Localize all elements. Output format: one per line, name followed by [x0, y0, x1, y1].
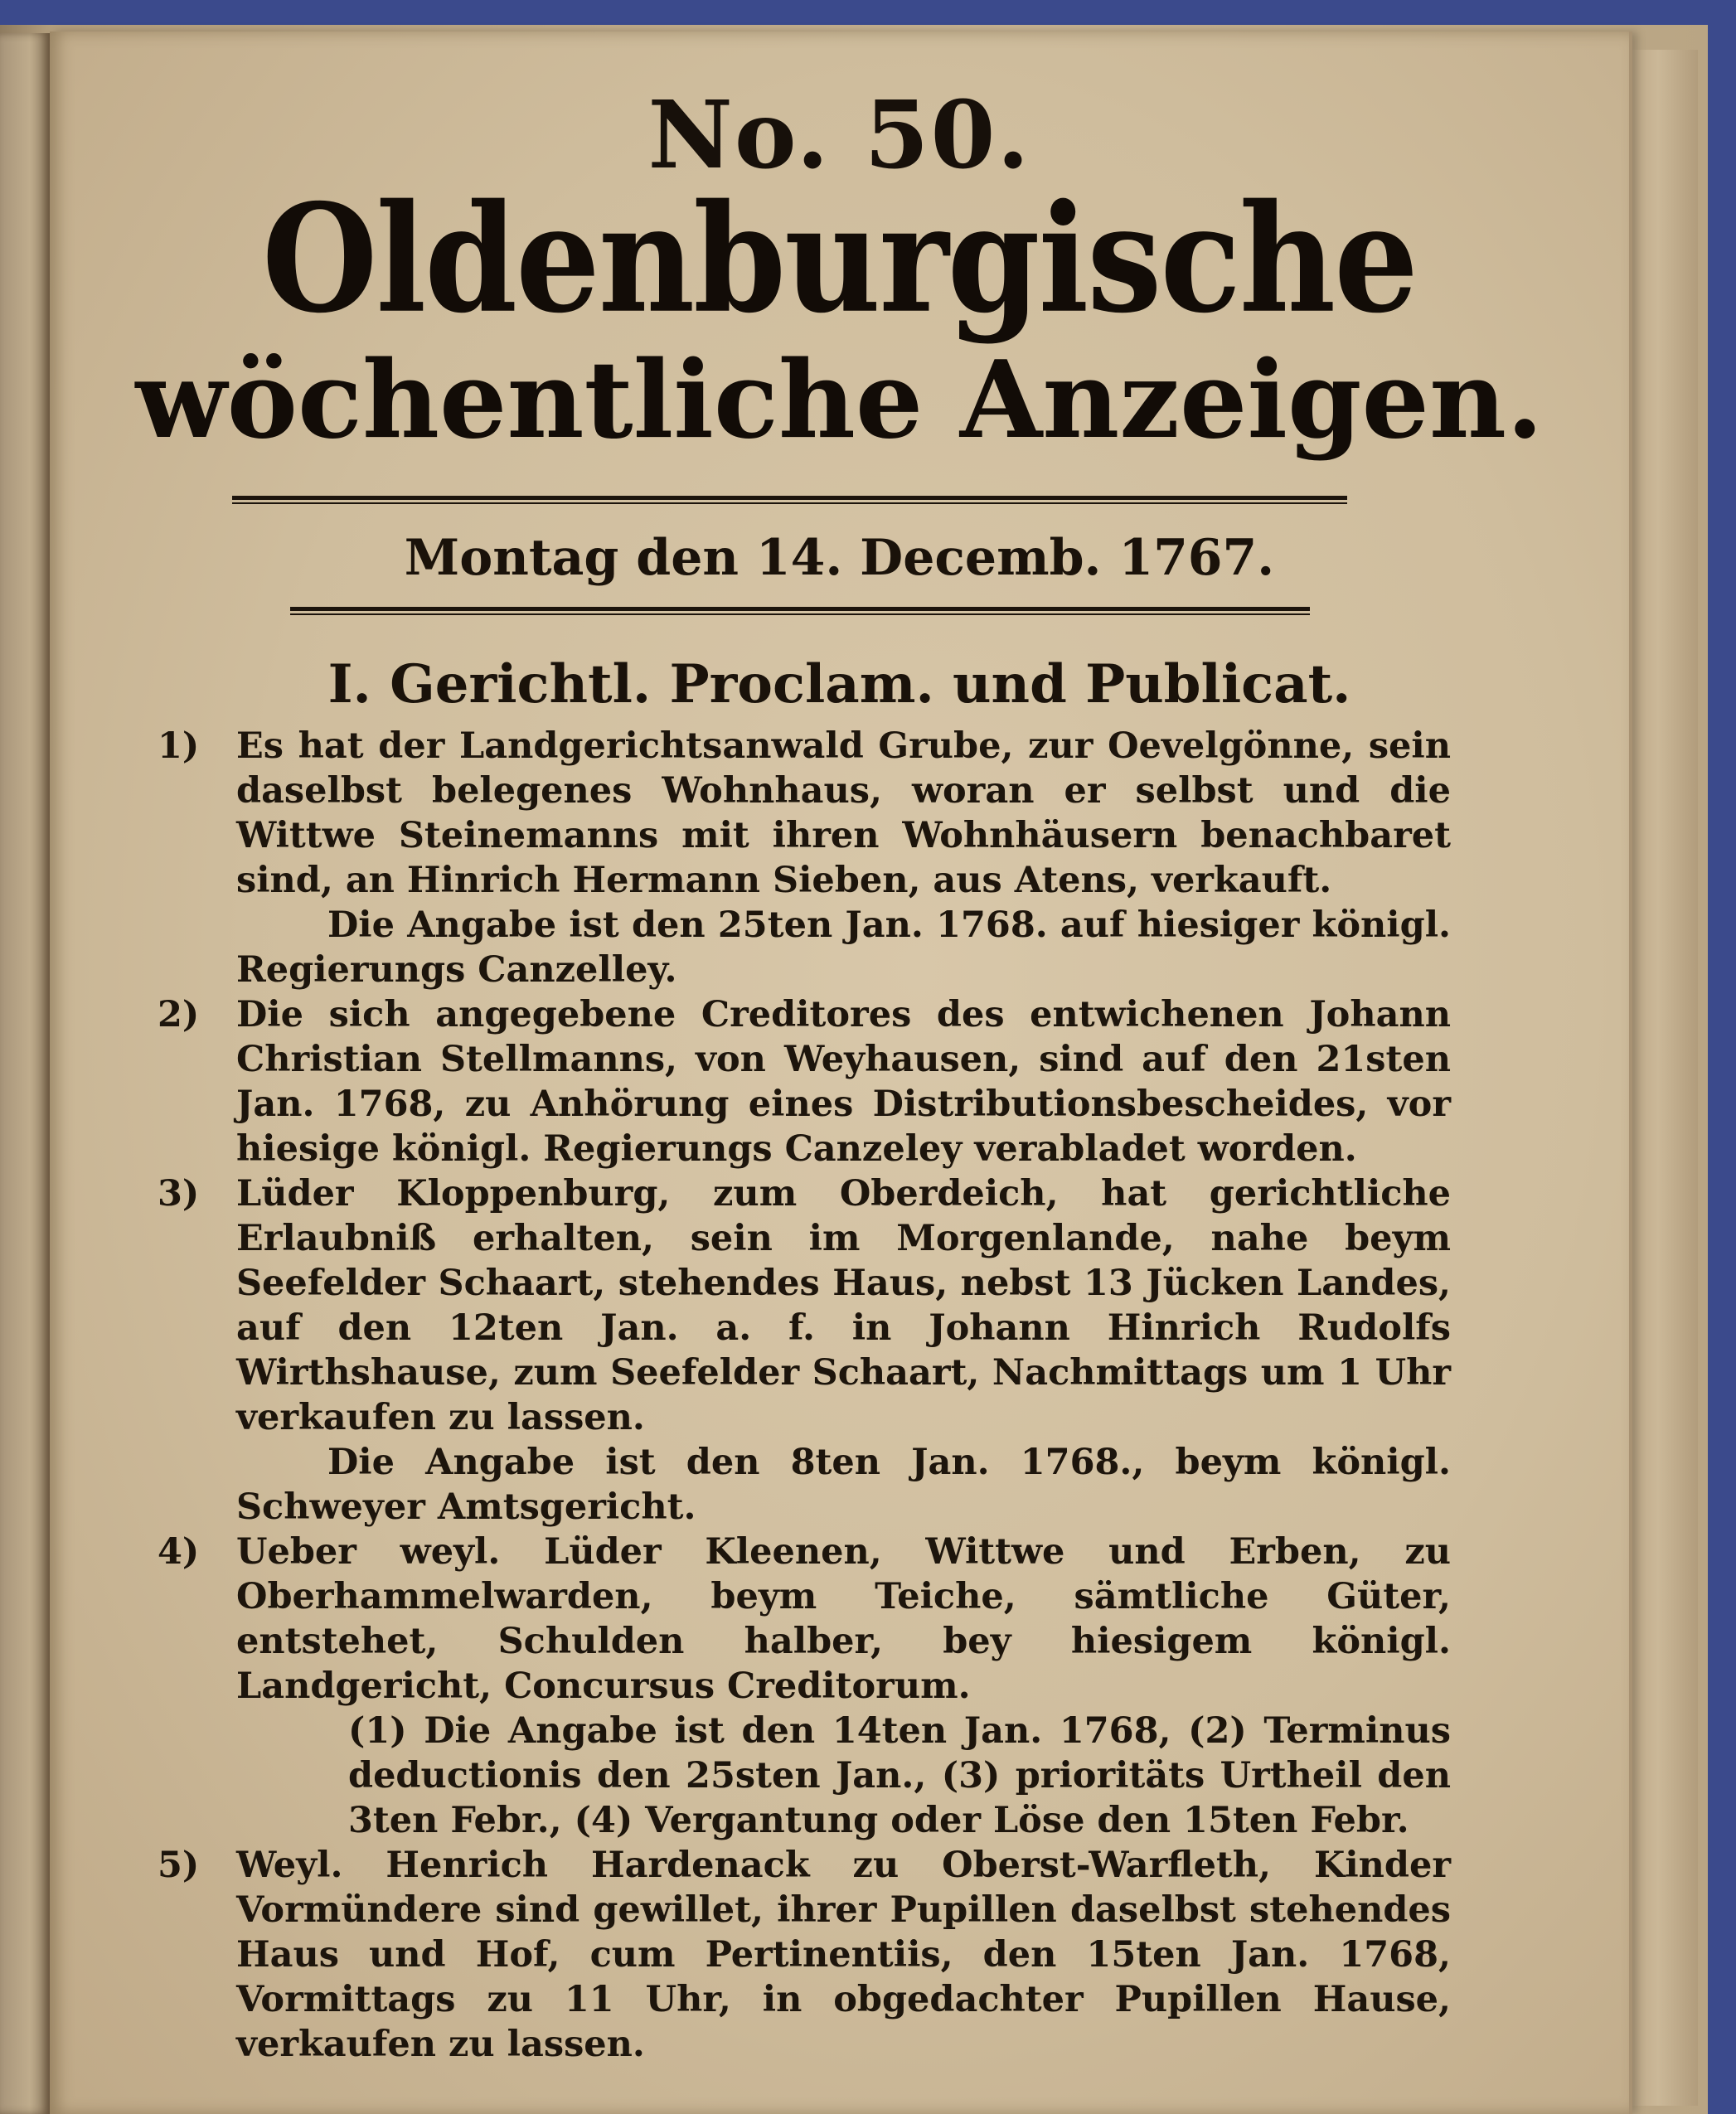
notice-text: Lüder Kloppenburg, zum Oberdeich, hat gerichtliche Erlaubniß erhalten, sein im Morgenlande, nahe beym Seefelder Schaart, stehendes Haus, nebst 13 Jücken Landes, auf den 12ten Jan. a. f. in Johann Hinrich Rudolfs Wirthshause, zum Seefelder Schaart, Nachmittags um 1 Uhr verkaufen zu lassen.: [236, 1173, 1451, 1438]
masthead-rule-thin: [232, 502, 1347, 504]
notice-text: Weyl. Henrich Hardenack zu Oberst-Warfleth, Kinder Vormündere sind gewillet, ihrer Pupillen daselbst stehendes Haus und Hof, cum Pertinentiis, den 15ten Jan. 1768, Vormittags zu 11 Uhr, in obgedachter Pupillen Hause, verkaufen zu lassen.: [236, 1845, 1451, 2065]
notice-item: [158, 992, 1451, 1171]
date-rule: [290, 607, 1310, 611]
notice-number: 4): [158, 1531, 200, 1573]
page-stack-edge: [1632, 50, 1698, 2106]
facing-page-edge: [0, 33, 50, 2114]
notice-number: 5): [158, 1845, 200, 1886]
newspaper-page: [50, 32, 1632, 2114]
notice-schedule: (1) Die Angabe ist den 14ten Jan. 1768, (2) Terminus deductionis den 25sten Jan., (3) prioritäts Urtheil den 3ten Febr., (4) Vergantung oder Löse den 15ten Febr.: [348, 1710, 1451, 1841]
section-heading: I. Gerichtl. Proclam. und Publicat.: [327, 653, 1351, 715]
masthead-rule: [232, 496, 1347, 500]
notice-item: [158, 1843, 1451, 2067]
notice-number: 2): [158, 994, 200, 1035]
notices: [158, 724, 1451, 2067]
notice-subtext: Die Angabe ist den 8ten Jan. 1768., beym königl. Schweyer Amtsgericht.: [236, 1442, 1451, 1528]
date-rule-thin: [290, 613, 1310, 615]
notice-item: [158, 1530, 1451, 1843]
notice-number: 3): [158, 1173, 200, 1215]
notice-text: Ueber weyl. Lüder Kleenen, Wittwe und Erben, zu Oberhammelwarden, beym Teiche, sämtliche Güter, entstehet, Schulden halber, bey hiesigem königl. Landgericht, Concursus Creditorum.: [236, 1531, 1451, 1707]
notice-number: 1): [158, 725, 200, 767]
issue-date: Montag den 14. Decemb. 1767.: [404, 529, 1275, 587]
issue-number: No. 50.: [647, 81, 1031, 190]
notice-text: Die sich angegebene Creditores des entwichenen Johann Christian Stellmanns, von Weyhausen, sind auf den 21sten Jan. 1768, zu Anhörung eines Distributionsbescheides, vor hiesige königl. Regierungs Canzeley verabladet worden.: [236, 994, 1451, 1170]
notice-item: [158, 724, 1451, 992]
notice-text: Es hat der Landgerichtsanwald Grube, zur Oevelgönne, sein daselbst belegenes Wohnhaus, woran er selbst und die Wittwe Steinemanns mit ihren Wohnhäusern benachbaret sind, an Hinrich Hermann Sieben, aus Atens, verkauft.: [236, 725, 1451, 901]
notice-subtext: Die Angabe ist den 25ten Jan. 1768. auf hiesiger königl. Regierungs Canzelley.: [236, 904, 1451, 991]
notice-item: [158, 1171, 1451, 1530]
masthead-subtitle: wöchentliche Anzeigen.: [135, 338, 1544, 463]
masthead-title: Oldenburgische: [262, 171, 1417, 347]
